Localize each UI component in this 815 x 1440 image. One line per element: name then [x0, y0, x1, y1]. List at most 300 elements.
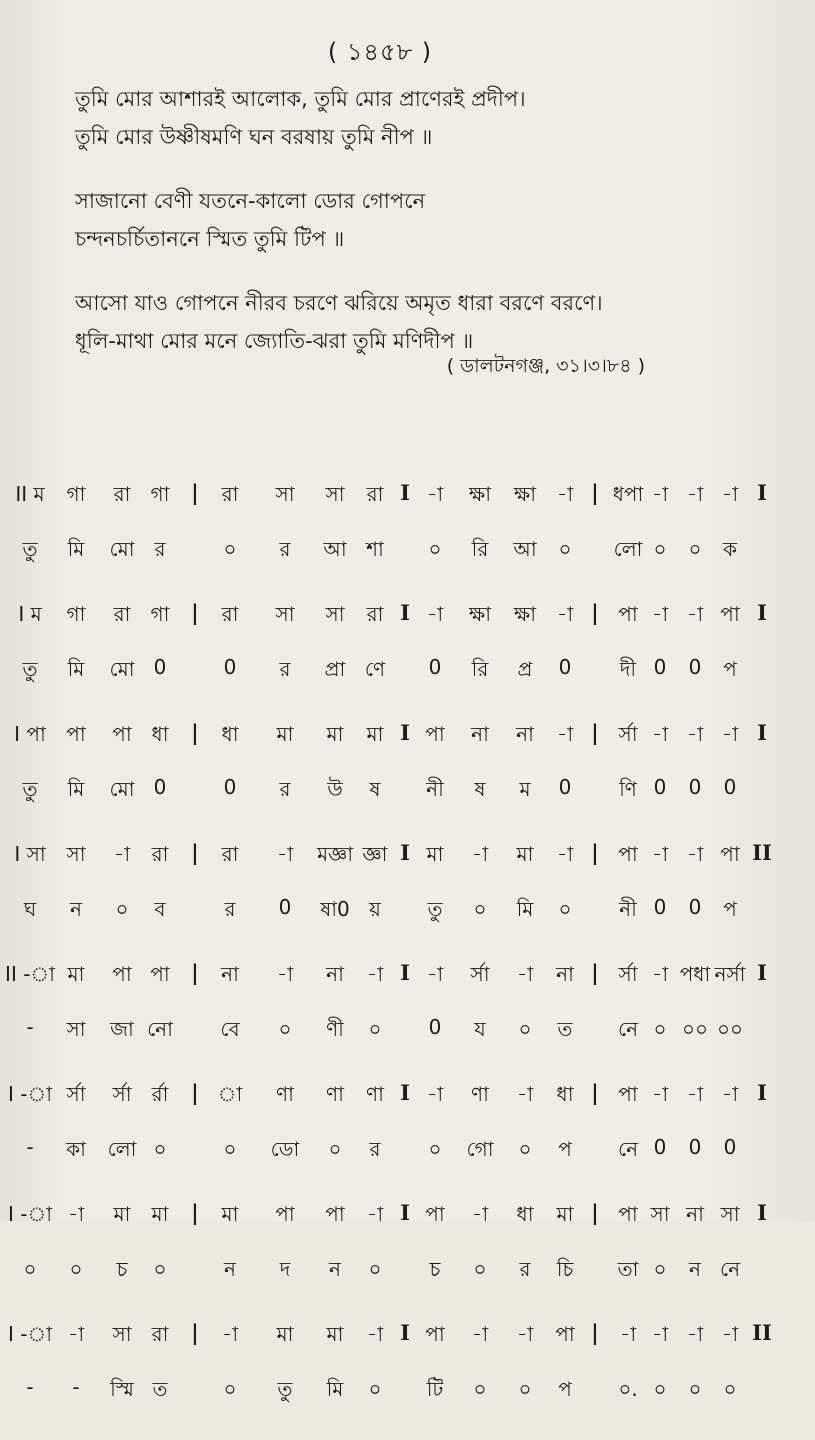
swara-note: ধা [556, 1082, 574, 1106]
swara-note: রা [113, 482, 131, 506]
swara-note: I -া [8, 1322, 52, 1346]
lyric-syllable: - [72, 1375, 80, 1399]
lyric-syllable: ণি [619, 777, 637, 801]
lyric-syllable: ০ [558, 897, 572, 921]
lyric-syllable: ০. [618, 1377, 638, 1401]
lyric-syllable: নে [617, 1137, 639, 1161]
swara-note: া [217, 1082, 243, 1106]
lyric-syllable: 0 [688, 655, 702, 679]
swara-note: ক্ষা [468, 602, 492, 626]
swara-note: না [221, 962, 239, 986]
lyric-syllable: প্র [517, 657, 533, 681]
lyric-syllable: প [558, 1377, 572, 1401]
swara-note: সা [325, 602, 345, 626]
swara-note: রা [366, 482, 384, 506]
swara-note: ক্ষা [513, 602, 537, 626]
lyric-syllable: 0 [688, 895, 702, 919]
lyric-syllable: র [369, 1137, 381, 1161]
lyric-syllable: 0 [223, 775, 237, 799]
swara-note: -া [516, 1322, 534, 1346]
lyric-syllable: র [519, 1257, 531, 1281]
swara-note: -া [426, 962, 444, 986]
notation-lyric-row [0, 1255, 815, 1310]
swara-note: পা [618, 602, 638, 626]
row-gap [0, 1430, 815, 1440]
lyric-line: ধূলি-মাথা মোর মনে জ্যোতি-ঝরা তুমি মণিদীপ ॥ [75, 329, 474, 353]
swara-note: I সা [14, 842, 46, 866]
lyric-syllable: - [26, 1375, 34, 1399]
swara-note: II -া [5, 962, 55, 986]
bar-line: | [591, 1080, 599, 1105]
swara-note: -া [556, 842, 574, 866]
row-gap [0, 1190, 815, 1200]
lyric-syllable: প [723, 657, 737, 681]
lyric-syllable: র [279, 777, 291, 801]
lyric-syllable: মো [109, 777, 135, 801]
lyric-syllable: ০ [428, 537, 442, 561]
notation-block [0, 480, 815, 1440]
swara-note: -া [651, 1322, 669, 1346]
lyric-syllable: ষ [474, 777, 486, 801]
swara-note: সা [720, 1202, 740, 1226]
swara-note: সা [66, 842, 86, 866]
swara-note: পা [66, 722, 86, 746]
swara-note: ক্ষা [513, 482, 537, 506]
swara-note: -া [366, 1202, 384, 1226]
lyric-syllable: প্রা [324, 657, 346, 681]
swara-note: গা [150, 482, 170, 506]
swara-note: র্সা [66, 1082, 86, 1106]
notation-swara-row [0, 720, 815, 775]
bar-line: | [591, 1200, 599, 1225]
lyric-syllable: ণে [364, 657, 386, 681]
bar-line: I [757, 480, 767, 505]
bar-line: I [400, 1200, 410, 1225]
lyric-syllable: 0 [558, 775, 572, 799]
swara-note: -া [686, 1082, 704, 1106]
swara-note: -া [471, 1202, 489, 1226]
lyric-syllable: ০ [653, 1257, 667, 1281]
swara-note: পা [555, 1322, 575, 1346]
swara-note: -া [276, 842, 294, 866]
bar-line: I [400, 480, 410, 505]
swara-note: ধা [151, 722, 169, 746]
notation-swara-row [0, 1080, 815, 1135]
swara-note: রা [366, 602, 384, 626]
swara-note: মা [276, 1322, 294, 1346]
lyric-syllable: কা [66, 1137, 86, 1161]
bar-line: | [591, 1320, 599, 1345]
swara-note: পা [275, 1202, 295, 1226]
bar-line: | [191, 1320, 199, 1345]
lyric-syllable: তু [427, 897, 443, 921]
lyric-syllable: 0 [653, 775, 667, 799]
lyric-syllable: মি [67, 657, 85, 681]
lyric-syllable: - [26, 1135, 34, 1159]
swara-note: -া [471, 842, 489, 866]
bar-line: | [591, 720, 599, 745]
swara-note: -া [651, 722, 669, 746]
lyric-syllable: র [224, 897, 236, 921]
lyric-syllable: 0 [278, 895, 292, 919]
lyric-syllable: ত [152, 1377, 168, 1401]
page-number: ( ১৪৫৮ ) [327, 38, 433, 66]
row-gap [0, 1070, 815, 1080]
bar-line: | [591, 960, 599, 985]
swara-note: পা [425, 1202, 445, 1226]
swara-note: -া [516, 962, 534, 986]
swara-note: রা [151, 1322, 169, 1346]
swara-note: -া [67, 1202, 85, 1226]
swara-note: রা [221, 482, 239, 506]
swara-note: রা [113, 602, 131, 626]
lyric-syllable: ০ [518, 1017, 532, 1041]
swara-note: I -া [8, 1082, 52, 1106]
lyric-syllable: গো [466, 1137, 494, 1161]
swara-note: -া [651, 602, 669, 626]
swara-note: র্রা [151, 1082, 169, 1106]
lyric-syllable: ০০ [681, 1017, 709, 1041]
swara-note: মা [151, 1202, 169, 1226]
swara-note: -া [721, 482, 739, 506]
lyric-syllable: ০ [473, 1257, 487, 1281]
swara-note: -া [686, 482, 704, 506]
swara-note: গা [66, 482, 86, 506]
lyric-syllable: ন [689, 1257, 701, 1281]
swara-note: পা [112, 962, 132, 986]
lyric-syllable: 0 [688, 1135, 702, 1159]
bar-line: I [400, 720, 410, 745]
bar-line: I [757, 720, 767, 745]
bar-line: I [757, 960, 767, 985]
lyric-syllable: চ [429, 1257, 441, 1281]
lyric-syllable: র [279, 537, 291, 561]
swara-note: পা [150, 962, 170, 986]
lyric-syllable: য় [369, 897, 381, 921]
swara-note: -া [721, 722, 739, 746]
lyric-syllable: 0 [428, 1015, 442, 1039]
notation-lyric-row [0, 535, 815, 590]
swara-note: -া [619, 1322, 637, 1346]
lyric-syllable: ০ [428, 1137, 442, 1161]
notation-swara-row [0, 960, 815, 1015]
bar-line: I [400, 600, 410, 625]
lyric-syllable: তু [277, 1377, 293, 1401]
bar-line: | [191, 840, 199, 865]
notation-lyric-row [0, 1135, 815, 1190]
row-gap [0, 710, 815, 720]
lyric-line: চন্দনচর্চিতাননে স্মিত তুমি টিপ ॥ [75, 227, 345, 251]
lyric-syllable: 0 [153, 655, 167, 679]
notation-swara-row [0, 1320, 815, 1375]
stanza-gap [75, 156, 715, 182]
swara-note: -া [113, 842, 131, 866]
lyric-syllable: ০ [653, 1017, 667, 1041]
swara-note: -া [556, 602, 574, 626]
swara-note: -া [67, 1322, 85, 1346]
notation-lyric-row [0, 655, 815, 710]
bar-line: II [752, 840, 772, 865]
bar-line: I [400, 840, 410, 865]
lyric-syllable: ০ [368, 1377, 382, 1401]
lyric-syllable: ০ [368, 1257, 382, 1281]
swara-note: নর্সা [714, 962, 746, 986]
lyric-syllable: তা [617, 1257, 639, 1281]
lyric-syllable: সা [66, 1017, 86, 1041]
notation-lyric-row [0, 775, 815, 830]
swara-note: রা [151, 842, 169, 866]
swara-note: না [686, 1202, 704, 1226]
row-gap [0, 1310, 815, 1320]
lyric-syllable: 0 [153, 775, 167, 799]
lyric-syllable: 0 [688, 775, 702, 799]
swara-note: পা [720, 842, 740, 866]
swara-note: পা [720, 602, 740, 626]
lyric-syllable: লো [107, 1137, 137, 1161]
lyric-syllable: ০ [223, 537, 237, 561]
lyric-syllable: ষ [369, 777, 381, 801]
swara-note: II ম [15, 482, 45, 506]
swara-note: -া [686, 842, 704, 866]
swara-note: মা [326, 722, 344, 746]
lyric-syllable: ণী [326, 1017, 344, 1041]
swara-note: না [326, 962, 344, 986]
row-gap [0, 950, 815, 960]
lyric-syllable: 0 [723, 775, 737, 799]
swara-note: I ম [18, 602, 42, 626]
bar-line: I [757, 600, 767, 625]
swara-note: -া [366, 962, 384, 986]
lyric-syllable: ০ [23, 1257, 37, 1281]
lyric-line: তুমি মোর আশারই আলোক, তুমি মোর প্রাণেরই প্রদীপ। [75, 87, 526, 111]
swara-note: ধা [221, 722, 239, 746]
swara-note: মা [221, 1202, 239, 1226]
swara-note: -া [276, 962, 294, 986]
swara-note: মা [113, 1202, 131, 1226]
stanza-gap [75, 258, 715, 284]
lyric-syllable: ০ [518, 1377, 532, 1401]
swara-note: -া [366, 1322, 384, 1346]
swara-note: ণা [276, 1082, 294, 1106]
lyric-syllable: ঘ [23, 897, 37, 921]
bar-line: | [191, 1200, 199, 1225]
swara-note: ক্ষা [468, 482, 492, 506]
bar-line: | [591, 840, 599, 865]
lyric-syllable: ০ [115, 897, 129, 921]
lyric-syllable: ০ [653, 537, 667, 561]
lyric-syllable: 0 [653, 895, 667, 919]
lyric-syllable: ত [557, 1017, 573, 1041]
swara-note: না [471, 722, 489, 746]
lyric-syllable: আ [513, 537, 537, 561]
lyrics-block [75, 80, 715, 360]
lyric-syllable: রি [471, 537, 489, 561]
lyric-syllable: 0 [428, 655, 442, 679]
notation-swara-row [0, 480, 815, 535]
lyric-syllable: ০ [368, 1017, 382, 1041]
swara-note: র্সা [618, 722, 638, 746]
lyric-syllable: প [558, 1137, 572, 1161]
swara-note: ধা [516, 1202, 534, 1226]
place-date: ( ডালটনগঞ্জ, ৩১।৩।৮৪ ) [446, 355, 645, 377]
swara-note: পা [618, 842, 638, 866]
swara-note: -া [651, 482, 669, 506]
lyric-syllable: মি [67, 777, 85, 801]
swara-note: I -া [8, 1202, 52, 1226]
swara-note: পা [618, 1082, 638, 1106]
swara-note: মজ্ঞা [316, 842, 354, 866]
lyric-syllable: নী [426, 777, 444, 801]
lyric-syllable: মো [109, 537, 135, 561]
swara-note: পা [112, 722, 132, 746]
lyric-syllable: ০ [688, 1377, 702, 1401]
lyric-syllable: মো [109, 657, 135, 681]
lyric-syllable: ন [329, 1257, 341, 1281]
row-gap [0, 830, 815, 840]
swara-note: ণা [471, 1082, 489, 1106]
lyric-syllable: র [154, 537, 166, 561]
swara-note: রা [221, 842, 239, 866]
lyric-syllable: জা [110, 1017, 134, 1041]
swara-note: -া [651, 1082, 669, 1106]
notation-lyric-row [0, 1015, 815, 1070]
lyric-syllable: প [723, 897, 737, 921]
lyric-syllable: তু [22, 537, 38, 561]
lyric-syllable: 0 [558, 655, 572, 679]
lyric-syllable: ০ [153, 1137, 167, 1161]
bar-line: II [752, 1320, 772, 1345]
lyric-syllable: ক [723, 537, 737, 561]
lyric-syllable: চ [116, 1257, 128, 1281]
swara-note: সা [275, 482, 295, 506]
swara-note: মা [556, 1202, 574, 1226]
swara-note: গা [66, 602, 86, 626]
lyric-syllable: ন [224, 1257, 236, 1281]
lyric-syllable: ০ [223, 1137, 237, 1161]
lyric-syllable: ০ [223, 1377, 237, 1401]
swara-note: মা [366, 722, 384, 746]
lyric-syllable: র [279, 657, 291, 681]
lyric-syllable: আ [323, 537, 347, 561]
lyric-syllable: রি [471, 657, 489, 681]
swara-note: পা [618, 1202, 638, 1226]
lyric-syllable: টি [426, 1377, 444, 1401]
lyric-syllable: তু [22, 657, 38, 681]
lyric-syllable: ষা0 [320, 897, 350, 921]
swara-note: মা [326, 1322, 344, 1346]
swara-note: পা [425, 722, 445, 746]
swara-note: -া [516, 1082, 534, 1106]
swara-note: র্সা [470, 962, 490, 986]
swara-note: -া [471, 1322, 489, 1346]
lyric-syllable: ০ [328, 1137, 342, 1161]
notation-swara-row [0, 600, 815, 655]
bar-line: | [191, 600, 199, 625]
swara-note: সা [325, 482, 345, 506]
swara-note: -া [556, 722, 574, 746]
lyric-syllable: ০ [278, 1017, 292, 1041]
bar-line: | [591, 480, 599, 505]
bar-line: I [400, 960, 410, 985]
swara-note: পা [425, 1322, 445, 1346]
swara-note: সা [650, 1202, 670, 1226]
lyric-syllable: - [26, 1015, 34, 1039]
swara-note: -া [426, 602, 444, 626]
swara-note: -া [556, 482, 574, 506]
lyric-line: তুমি মোর উষ্ণীষমণি ঘন বরষায় তুমি নীপ ॥ [75, 125, 433, 149]
swara-note: সা [275, 602, 295, 626]
swara-note: জ্ঞা [362, 842, 388, 866]
bar-line: I [757, 1200, 767, 1225]
notation-lyric-row [0, 895, 815, 950]
lyric-syllable: ০ [518, 1137, 532, 1161]
bar-line: I [757, 1080, 767, 1105]
notation-lyric-row [0, 1375, 815, 1430]
lyric-syllable: ০ [69, 1257, 83, 1281]
lyric-syllable: শা [366, 537, 384, 561]
lyric-syllable: ০ [653, 1377, 667, 1401]
swara-note: -া [686, 722, 704, 746]
swara-note: না [516, 722, 534, 746]
lyric-syllable: ০ [723, 1377, 737, 1401]
swara-note: পধা [679, 962, 711, 986]
lyric-syllable: ডো [270, 1137, 300, 1161]
lyric-syllable: ০ [473, 897, 487, 921]
swara-note: মা [516, 842, 534, 866]
swara-note: সা [112, 1322, 132, 1346]
lyric-syllable: 0 [223, 655, 237, 679]
lyric-line: সাজানো বেণী যতনে-কালো ডোর গোপনে [75, 189, 426, 213]
bar-line: | [591, 600, 599, 625]
swara-note: I পা [14, 722, 46, 746]
swara-note: ধপা [612, 482, 644, 506]
lyric-syllable: নো [147, 1017, 173, 1041]
row-gap [0, 590, 815, 600]
lyric-syllable: স্মি [110, 1377, 134, 1401]
swara-note: -া [221, 1322, 239, 1346]
lyric-syllable: ম [519, 777, 531, 801]
swara-note: মা [67, 962, 85, 986]
lyric-syllable: য [474, 1017, 486, 1041]
swara-note: -া [721, 1322, 739, 1346]
lyric-syllable: বে [220, 1017, 240, 1041]
lyric-syllable: ০ [558, 537, 572, 561]
lyric-syllable: উ [327, 777, 343, 801]
lyric-syllable: ০ [153, 1257, 167, 1281]
notation-swara-row [0, 840, 815, 895]
swara-note: -া [651, 962, 669, 986]
swara-note: ণা [326, 1082, 344, 1106]
swara-note: মা [276, 722, 294, 746]
lyric-syllable: 0 [653, 655, 667, 679]
swara-note: র্সা [618, 962, 638, 986]
bar-line: | [191, 960, 199, 985]
lyric-syllable: ০ [688, 537, 702, 561]
swara-note: গা [150, 602, 170, 626]
lyric-syllable: দী [619, 657, 637, 681]
swara-note: -া [651, 842, 669, 866]
swara-note: পা [325, 1202, 345, 1226]
swara-note: -া [426, 482, 444, 506]
bar-line: I [400, 1320, 410, 1345]
lyric-syllable: নী [619, 897, 637, 921]
notation-swara-row [0, 1200, 815, 1255]
lyric-syllable: লো [613, 537, 643, 561]
lyric-syllable: নে [719, 1257, 741, 1281]
swara-note: -া [686, 1322, 704, 1346]
swara-note: -া [721, 1082, 739, 1106]
lyric-syllable: ০ [473, 1377, 487, 1401]
